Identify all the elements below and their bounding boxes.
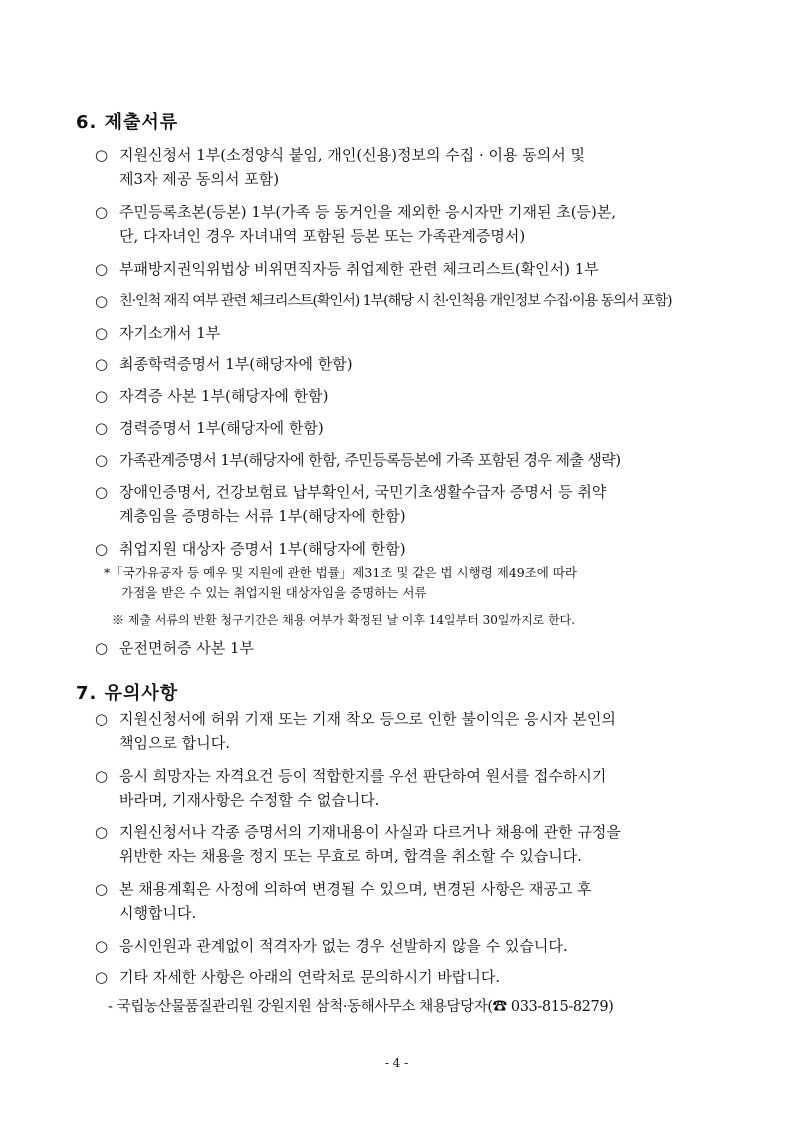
bullet-icon: ○ <box>95 203 109 221</box>
list-item: ○ 응시인원과 관계없이 적격자가 없는 경우 선발하지 않을 수 있습니다. <box>95 934 727 958</box>
bullet-icon: ○ <box>95 710 109 728</box>
list-item: ○ 부패방지권익위법상 비위면직자등 취업제한 관련 체크리스트(확인서) 1부 <box>95 257 727 281</box>
list-item: ○ 지원신청서나 각종 증명서의 기재내용이 사실과 다르거나 채용에 관한 규정을 위반한 자는 채용을 정지 또는 무효로 하며, 합격을 취소할 수 있습니다. <box>95 820 727 868</box>
contact-line: - 국립농산물품질관리원 강원지원 삼척·동해사무소 채용담당자(☎ 033-815-8279) <box>108 999 614 1015</box>
section-title-7: 7. 유의사항 <box>76 683 179 704</box>
bullet-icon: ○ <box>95 451 109 469</box>
list-item: ○ 자기소개서 1부 <box>95 321 727 345</box>
list-item: ○ 지원신청서에 허위 기재 또는 기재 착오 등으로 인한 불이익은 응시자 본인의 책임으로 합니다. <box>95 707 727 755</box>
bullet-icon: ○ <box>95 880 109 898</box>
page-number: - 4 - <box>384 1056 409 1070</box>
bullet-icon: ○ <box>95 419 109 437</box>
bullet-icon: ○ <box>95 767 109 785</box>
list-item: ○ 본 채용계획은 사정에 의하여 변경될 수 있으며, 변경된 사항은 재공고 후 시행합니다. <box>95 877 727 925</box>
list-item: ○ 자격증 사본 1부(해당자에 한함) <box>95 384 727 408</box>
list-item: ○ 취업지원 대상자 증명서 1부(해당자에 한함) <box>95 537 727 561</box>
list-item: ○ 친·인척 재직 여부 관련 체크리스트(확인서) 1부(해당 시 친·인척용 개인정보 수집·이용 동의서 포함) <box>95 289 727 313</box>
list-item: ○ 응시 희망자는 자격요건 등이 적합한지를 우선 판단하여 원서를 접수하시기 바라며, 기재사항은 수정할 수 없습니다. <box>95 764 727 812</box>
bullet-icon: ○ <box>95 937 109 955</box>
list-item: ○ 운전면허증 사본 1부 <box>95 636 727 660</box>
bullet-icon: ○ <box>95 260 109 278</box>
bullet-icon: ○ <box>95 292 109 310</box>
bullet-icon: ○ <box>95 483 109 501</box>
bullet-icon: ○ <box>95 968 109 986</box>
list-item: ○ 장애인증명서, 건강보험료 납부확인서, 국민기초생활수급자 증명서 등 취약 계층임을 증명하는 서류 1부(해당자에 한함) <box>95 480 727 528</box>
bullet-icon: ○ <box>95 146 109 164</box>
footnote-star: *「국가유공자 등 예우 및 지원에 관한 법률」제31조 및 같은 법 시행령 제49조에 따라 가점을 받은 수 있는 취업지원 대상자임을 증명하는 서류 <box>104 565 577 600</box>
list-item: ○ 경력증명서 1부(해당자에 한함) <box>95 416 727 440</box>
section-title-6: 6. 제출서류 <box>76 112 179 133</box>
bullet-icon: ○ <box>95 639 109 657</box>
list-item: ○ 지원신청서 1부(소정양식 붙임, 개인(신용)정보의 수집 · 이용 동의서 및 제3자 제공 동의서 포함) <box>95 143 727 191</box>
list-item: ○ 최종학력증명서 1부(해당자에 한함) <box>95 352 727 376</box>
list-item: ○ 기타 자세한 사항은 아래의 연락처로 문의하시기 바랍니다. <box>95 965 727 989</box>
bullet-icon: ○ <box>95 387 109 405</box>
list-item: ○ 가족관계증명서 1부(해당자에 한함, 주민등록등본에 가족 포함된 경우 제출 생략) <box>95 448 727 472</box>
reference-note: ※ 제출 서류의 반환 청구기간은 채용 여부가 확정된 날 이후 14일부터 30일까지로 한다. <box>112 613 576 627</box>
bullet-icon: ○ <box>95 823 109 841</box>
bullet-icon: ○ <box>95 355 109 373</box>
bullet-icon: ○ <box>95 540 109 558</box>
bullet-icon: ○ <box>95 324 109 342</box>
list-item: ○ 주민등록초본(등본) 1부(가족 등 동거인을 제외한 응시자만 기재된 초(등)본, 단, 다자녀인 경우 자녀내역 포함된 등본 또는 가족관계증명서) <box>95 200 727 248</box>
